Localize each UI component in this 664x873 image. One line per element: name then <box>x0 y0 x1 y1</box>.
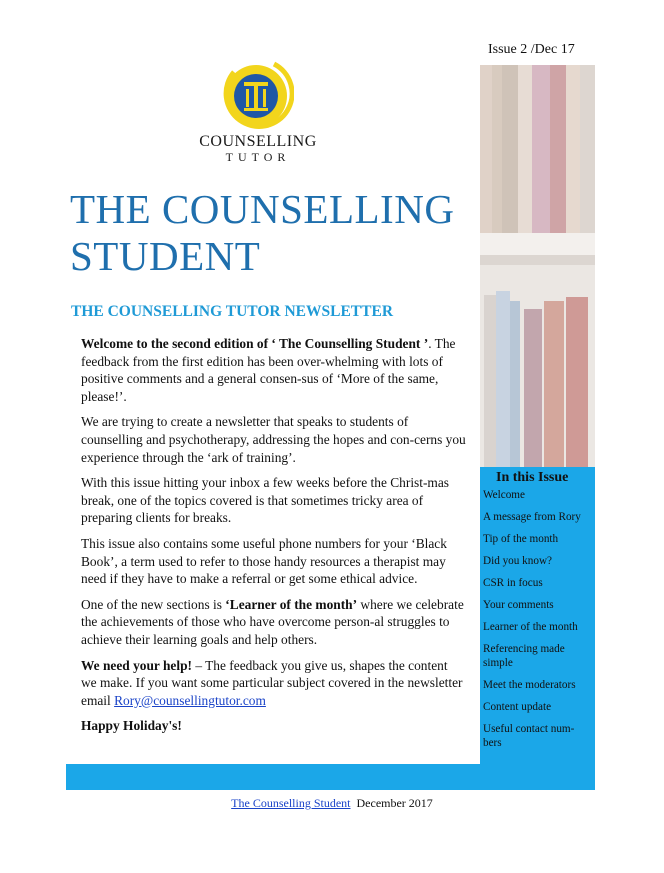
footer-date: December 2017 <box>356 796 433 810</box>
contents-list <box>480 488 595 750</box>
welcome-lead: Welcome to the second edition of ‘ The Counselling Student ’ <box>81 336 429 351</box>
counselling-tutor-logo <box>192 58 324 165</box>
paragraph-black-book: This issue also contains some useful phone numbers for your ‘Black Book’, a term used to refer to those handy resources a therapist may need if they have to make a referral or get some ethical advice. <box>81 535 447 587</box>
footer-link[interactable]: The Counselling Student <box>231 796 351 810</box>
contents-item-welcome: Welcome <box>483 489 525 501</box>
paragraph-welcome: Welcome to the second edition of ‘ The Counselling Student ’. The feedback from the first edition has been over-whelming with lots of positive comments and a general consen-sus of ‘More of the same, please!’. <box>81 336 456 404</box>
contents-item-tip: Tip of the month <box>483 533 559 545</box>
in-this-issue-panel <box>480 467 595 790</box>
email-link[interactable]: Rory@counsellingtutor.com <box>114 692 266 708</box>
newsletter-subtitle: THE COUNSELLING TUTOR NEWSLETTER <box>71 303 394 320</box>
paragraph-purpose: We are trying to create a newsletter that speaks to students of counselling and psychotherapy, addressing the hopes and con-cerns you experience through the ‘ark of training’. <box>81 414 466 465</box>
intro-body <box>81 335 466 743</box>
logo-emblem-icon <box>222 58 294 130</box>
paragraph-help: We need your help! – The feedback you give us, shapes the content we make. If you want some particular subject covered in the newsletter email Rory@counsellingtutor.com <box>81 657 463 708</box>
contents-item-contacts: Useful contact num-bers <box>483 723 575 749</box>
title-line2: STUDENT <box>70 233 261 279</box>
contents-item-moderators: Meet the moderators <box>483 679 576 691</box>
page-footer <box>0 796 664 811</box>
in-this-issue-heading: In this Issue <box>496 470 569 485</box>
contents-item-learner: Learner of the month <box>483 621 578 633</box>
contents-item-did-you-know: Did you know? <box>483 555 552 567</box>
contents-item-message: A message from Rory <box>483 511 581 523</box>
paragraph-holidays: Happy Holiday's! <box>81 718 182 734</box>
logo-brand-line2: TUTOR <box>225 150 291 164</box>
issue-number: Issue 2 /Dec 17 <box>488 42 575 57</box>
bookshelf-photo <box>480 65 595 467</box>
contents-item-referencing: Referencing made simple <box>483 643 565 669</box>
logo-brand-line1: COUNSELLING <box>199 133 317 150</box>
contents-item-content-update: Content update <box>483 701 552 713</box>
footer-band <box>66 764 480 790</box>
paragraph-learner: One of the new sections is ‘Learner of the month’ where we celebrate the achievements of those who have overcome person-al struggles to achieve their learning goals and help others. <box>81 596 464 647</box>
contents-item-comments: Your comments <box>483 599 554 611</box>
contents-item-csr: CSR in focus <box>483 577 543 589</box>
newsletter-title <box>70 186 470 280</box>
paragraph-breaks: With this issue hitting your inbox a few weeks before the Christ-mas break, one of the topics covered is that sometimes tricky area of preparing clients for breaks. <box>81 475 450 526</box>
title-line1: THE COUNSELLING <box>70 186 455 232</box>
